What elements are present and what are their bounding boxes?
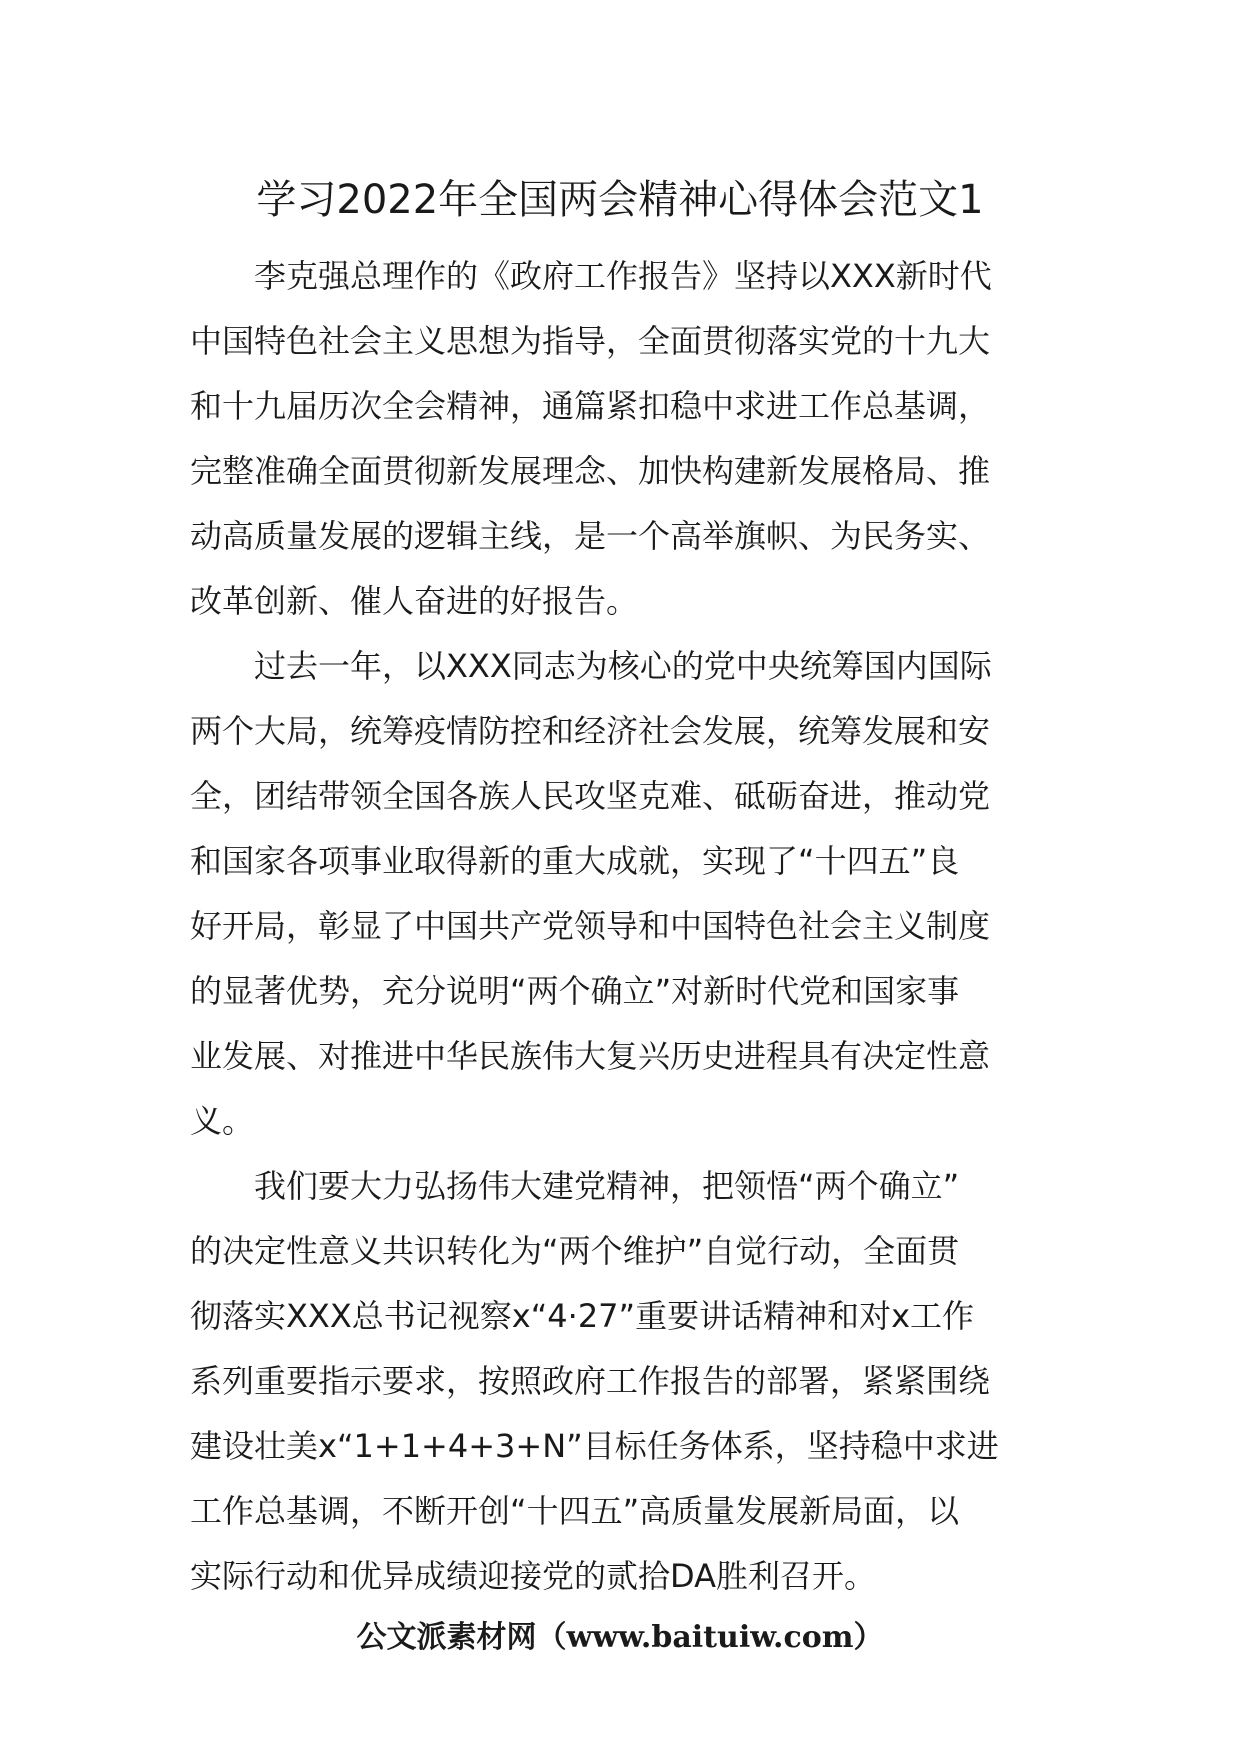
- paragraph-line: 改革创新、催人奋进的好报告。: [190, 582, 639, 620]
- paragraph-line: 系列重要指示要求，按照政府工作报告的部署，紧紧围绕: [190, 1362, 991, 1400]
- paragraph-line: 和国家各项事业取得新的重大成就，实现了“十四五”良: [190, 842, 960, 880]
- paragraph-line: 工作总基调，不断开创“十四五”高质量发展新局面，以: [190, 1492, 960, 1530]
- paragraph-line: 建设壮美x“1+1+4+3+N”目标任务体系，坚持稳中求进: [190, 1427, 999, 1465]
- paragraph-line: 好开局，彰显了中国共产党领导和中国特色社会主义制度: [190, 907, 991, 945]
- paragraph-line: 的决定性意义共识转化为“两个维护”自觉行动，全面贯: [190, 1232, 960, 1270]
- footer-source-note: 公文派素材网（www.baituiw.com）: [356, 1620, 884, 1655]
- paragraph-line: 完整准确全面贯彻新发展理念、加快构建新发展格局、推: [190, 452, 991, 490]
- paragraph-line: 的显著优势，充分说明“两个确立”对新时代党和国家事: [190, 972, 960, 1010]
- paragraph-line: 实际行动和优异成绩迎接党的贰拾DA胜利召开。: [190, 1557, 876, 1595]
- paragraph-1: [190, 244, 1050, 634]
- document-title: 学习2022年全国两会精神心得体会范文1: [256, 177, 984, 223]
- paragraph-line: 义。: [190, 1102, 255, 1140]
- paragraph-line: 业发展、对推进中华民族伟大复兴历史进程具有决定性意: [190, 1037, 991, 1075]
- paragraph-line: 我们要大力弘扬伟大建党精神，把领悟“两个确立”: [254, 1167, 960, 1205]
- paragraph-line: 李克强总理作的《政府工作报告》坚持以XXX新时代: [254, 257, 992, 295]
- paragraph-line: 和十九届历次全会精神，通篇紧扣稳中求进工作总基调，: [190, 387, 991, 425]
- paragraph-2: [190, 634, 1050, 1154]
- document-body: [190, 244, 1050, 1609]
- paragraph-line: 过去一年，以XXX同志为核心的党中央统筹国内国际: [254, 647, 992, 685]
- paragraph-3: [190, 1154, 1050, 1609]
- paragraph-line: 彻落实XXX总书记视察x“4·27”重要讲话精神和对x工作: [190, 1297, 975, 1335]
- paragraph-line: 中国特色社会主义思想为指导，全面贯彻落实党的十九大: [190, 322, 991, 360]
- paragraph-line: 动高质量发展的逻辑主线，是一个高举旗帜、为民务实、: [190, 517, 991, 555]
- paragraph-line: 全，团结带领全国各族人民攻坚克难、砥砺奋进，推动党: [190, 777, 991, 815]
- paragraph-line: 两个大局，统筹疫情防控和经济社会发展，统筹发展和安: [190, 712, 991, 750]
